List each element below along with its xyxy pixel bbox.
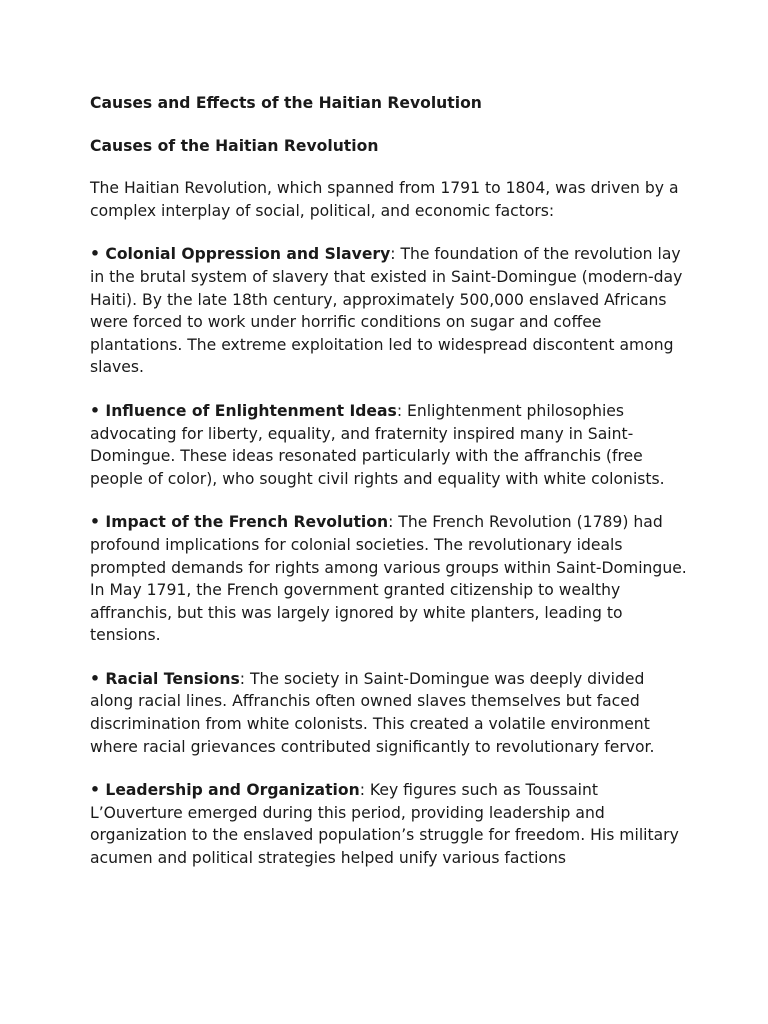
bullet-enlightenment-ideas bbox=[90, 400, 690, 490]
bullet-term: • Influence of Enlightenment Ideas bbox=[90, 401, 397, 420]
bullet-term: • Racial Tensions bbox=[90, 669, 240, 688]
bullet-text: : Key figures such as Toussaint L’Ouverture emerged during this period, providing leadership and organization to the enslaved population’s struggle for freedom. His military acumen and political strategies helped unify various factions bbox=[90, 781, 679, 868]
bullet-colonial-oppression bbox=[90, 243, 690, 379]
bullet-french-revolution bbox=[90, 511, 690, 647]
bullet-term: • Colonial Oppression and Slavery bbox=[90, 245, 391, 264]
bullet-text: : Enlightenment philosophies advocating for liberty, equality, and fraternity inspired many in Saint-Domingue. These ideas resonated particularly with the affranchis (free people of color), who sought civil rights and equality with white colonists. bbox=[90, 401, 665, 488]
section-heading: Causes of the Haitian Revolution bbox=[90, 136, 379, 155]
bullet-racial-tensions bbox=[90, 668, 690, 758]
bullet-text: : The French Revolution (1789) had profound implications for colonial societies. The revolutionary ideals prompted demands for rights among various groups within Saint-Domingue. In May 1791, the French government granted citizenship to wealthy affranchis, but this was largely ignored by white planters, leading to tensions. bbox=[90, 513, 687, 645]
intro-paragraph: The Haitian Revolution, which spanned from 1791 to 1804, was driven by a complex interplay of social, political, and economic factors: bbox=[90, 179, 679, 220]
bullet-text: : The society in Saint-Domingue was deeply divided along racial lines. Affranchis often owned slaves themselves but faced discrimination from white colonists. This created a volatile environment where racial grievances contributed significantly to revolutionary fervor. bbox=[90, 669, 655, 756]
bullet-text: : The foundation of the revolution lay in the brutal system of slavery that existed in Saint-Domingue (modern-day Haiti). By the late 18th century, approximately 500,000 enslaved Africans were forced to work under horrific conditions on sugar and coffee plantations. The extreme exploitation led to widespread discontent among slaves. bbox=[90, 245, 683, 377]
document-page bbox=[90, 92, 690, 891]
bullet-leadership bbox=[90, 779, 690, 869]
bullet-term: • Impact of the French Revolution bbox=[90, 513, 389, 532]
bullet-term: • Leadership and Organization bbox=[90, 781, 360, 800]
document-title: Causes and Effects of the Haitian Revolution bbox=[90, 94, 482, 112]
